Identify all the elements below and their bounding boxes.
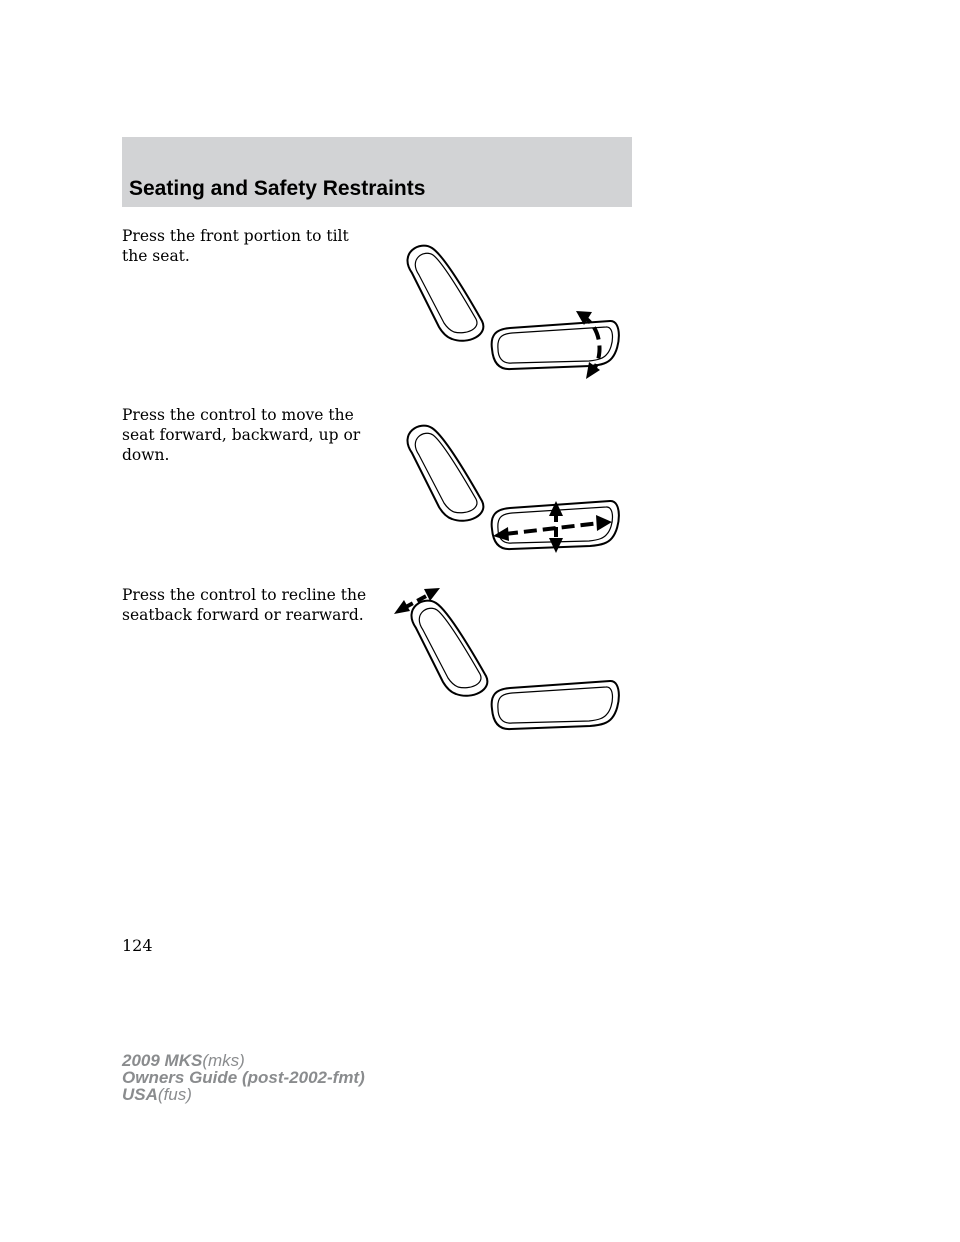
- footer-model-line: [122, 1052, 365, 1069]
- seat-recline-control-diagram: [390, 580, 630, 740]
- footer-model-code: (mks): [202, 1051, 245, 1070]
- footer-market-line: [122, 1086, 365, 1103]
- seat-tilt-control-diagram: [390, 235, 630, 385]
- page-number: 124: [122, 936, 153, 955]
- footer-market: USA: [122, 1085, 158, 1104]
- section-title: Seating and Safety Restraints: [129, 177, 426, 200]
- footer-model: 2009 MKS: [122, 1051, 203, 1070]
- instruction-tilt: Press the front portion to tilt the seat.: [122, 227, 349, 265]
- instruction-recline: Press the control to recline the seatback forward or rearward.: [122, 586, 367, 624]
- footer-guide: Owners Guide (post-2002-fmt): [122, 1068, 365, 1087]
- instruction-move: Press the control to move the seat forward, backward, up or down.: [122, 406, 361, 464]
- footer-market-code: (fus): [157, 1085, 192, 1104]
- seatback-control-icon: [407, 246, 483, 341]
- seat-cushion-control-icon: [492, 681, 619, 729]
- seatback-control-icon: [407, 426, 483, 521]
- seat-move-control-diagram: [390, 415, 630, 565]
- document-footer: [122, 1052, 365, 1103]
- seat-cushion-control-icon: [492, 321, 619, 369]
- seatback-control-icon: [411, 601, 487, 696]
